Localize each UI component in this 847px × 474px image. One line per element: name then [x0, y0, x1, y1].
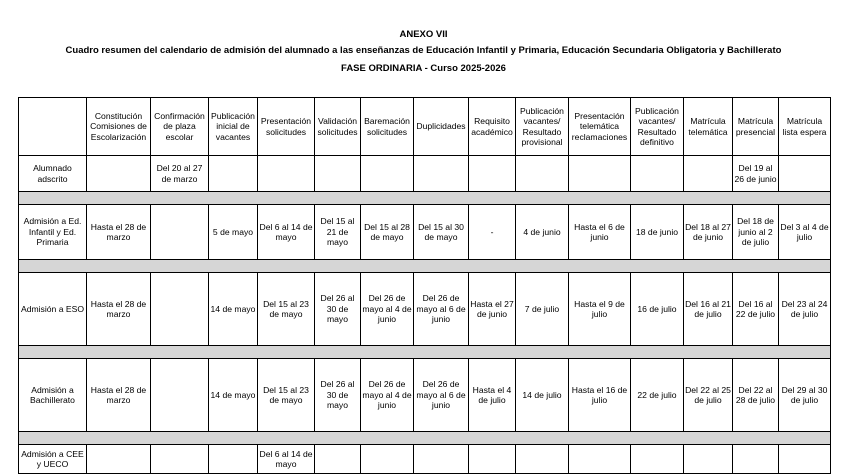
row-header: Admisión a CEE y UECO — [19, 445, 87, 474]
table-cell — [151, 359, 209, 432]
table-cell: Del 26 de mayo al 4 de junio — [361, 359, 414, 432]
table-cell: Del 26 al 30 de mayo — [315, 273, 361, 346]
table-row — [19, 273, 831, 346]
row-header: Alumnado adscrito — [19, 156, 87, 192]
table-cell — [569, 156, 631, 192]
column-header: Validación solicitudes — [315, 98, 361, 156]
table-cell — [469, 445, 516, 474]
table-cell: Del 26 de mayo al 6 de junio — [414, 273, 469, 346]
table-cell: 18 de junio — [631, 205, 684, 260]
table-cell: Del 23 al 24 de julio — [779, 273, 831, 346]
table-cell: Hasta el 4 de julio — [469, 359, 516, 432]
column-header: Publicación inicial de vacantes — [209, 98, 258, 156]
separator-cell — [19, 192, 831, 205]
table-cell — [516, 156, 569, 192]
column-header: Requisito académico — [469, 98, 516, 156]
header-row — [19, 98, 831, 156]
table-cell: Del 22 al 25 de julio — [684, 359, 733, 432]
table-cell: Hasta el 28 de marzo — [87, 359, 151, 432]
separator-row — [19, 346, 831, 359]
table-cell — [151, 205, 209, 260]
table-cell — [361, 445, 414, 474]
table-cell: Hasta el 9 de julio — [569, 273, 631, 346]
table-cell — [151, 445, 209, 474]
table-cell: Del 29 al 30 de julio — [779, 359, 831, 432]
column-header: Matrícula presencial — [733, 98, 779, 156]
table-cell — [684, 156, 733, 192]
row-header: Admisión a Ed. Infantil y Ed. Primaria — [19, 205, 87, 260]
document-subtitle: Cuadro resumen del calendario de admisión del alumnado a las enseñanzas de Educación Infantil y Primaria, Educación Secundaria Obligatoria y Bachillerato — [65, 45, 782, 56]
table-cell: Del 3 al 4 de julio — [779, 205, 831, 260]
table-cell — [469, 156, 516, 192]
table-cell — [779, 445, 831, 474]
table-cell — [631, 445, 684, 474]
table-cell: 5 de mayo — [209, 205, 258, 260]
table-cell: Del 20 al 27 de marzo — [151, 156, 209, 192]
admission-calendar-table — [18, 97, 831, 474]
table-cell — [684, 445, 733, 474]
table-cell — [258, 156, 315, 192]
table-cell: Hasta el 28 de marzo — [87, 205, 151, 260]
separator-cell — [19, 346, 831, 359]
table-cell — [414, 445, 469, 474]
row-header: Admisión a Bachillerato — [19, 359, 87, 432]
table-cell: Del 26 de mayo al 6 de junio — [414, 359, 469, 432]
column-header: Duplicidades — [414, 98, 469, 156]
column-header: Matrícula lista espera — [779, 98, 831, 156]
column-header: Baremación solicitudes — [361, 98, 414, 156]
row-header: Admisión a ESO — [19, 273, 87, 346]
table-cell: Del 6 al 14 de mayo — [258, 205, 315, 260]
table-cell: 14 de julio — [516, 359, 569, 432]
table-cell — [779, 156, 831, 192]
table-cell: Del 18 de junio al 2 de julio — [733, 205, 779, 260]
table-cell: Del 22 al 28 de julio — [733, 359, 779, 432]
table-cell — [87, 445, 151, 474]
table-cell — [209, 156, 258, 192]
corner-cell — [19, 98, 87, 156]
table-cell: Hasta el 28 de marzo — [87, 273, 151, 346]
phase-title: FASE ORDINARIA - Curso 2025-2026 — [341, 63, 506, 74]
table-cell: 22 de julio — [631, 359, 684, 432]
table-cell: Del 16 al 21 de julio — [684, 273, 733, 346]
column-header: Presentación solicitudes — [258, 98, 315, 156]
table-cell: Del 16 al 22 de julio — [733, 273, 779, 346]
table-cell: 4 de junio — [516, 205, 569, 260]
annex-title: ANEXO VII — [399, 29, 448, 40]
table-row — [19, 445, 831, 474]
table-cell: Del 26 de mayo al 4 de junio — [361, 273, 414, 346]
table-cell: 16 de julio — [631, 273, 684, 346]
table-cell: Del 15 al 23 de mayo — [258, 359, 315, 432]
table-cell — [516, 445, 569, 474]
separator-row — [19, 432, 831, 445]
column-header: Confirmación de plaza escolar — [151, 98, 209, 156]
table-cell: - — [469, 205, 516, 260]
separator-row — [19, 260, 831, 273]
table-cell: Del 15 al 23 de mayo — [258, 273, 315, 346]
table-row — [19, 359, 831, 432]
table-cell — [631, 156, 684, 192]
table-cell — [209, 445, 258, 474]
separator-cell — [19, 260, 831, 273]
table-cell — [414, 156, 469, 192]
table-cell: Del 26 al 30 de mayo — [315, 359, 361, 432]
table-cell: Del 19 al 26 de junio — [733, 156, 779, 192]
column-header: Constitución Comisiones de Escolarización — [87, 98, 151, 156]
column-header: Matrícula telemática — [684, 98, 733, 156]
table-cell: 14 de mayo — [209, 359, 258, 432]
table-cell — [569, 445, 631, 474]
table-cell: Hasta el 6 de junio — [569, 205, 631, 260]
column-header: Publicación vacantes/ Resultado definitivo — [631, 98, 684, 156]
separator-row — [19, 192, 831, 205]
table-cell: Del 15 al 28 de mayo — [361, 205, 414, 260]
table-cell — [87, 156, 151, 192]
column-header: Publicación vacantes/ Resultado provisional — [516, 98, 569, 156]
table-cell: 14 de mayo — [209, 273, 258, 346]
table-cell — [315, 156, 361, 192]
table-cell: Hasta el 27 de junio — [469, 273, 516, 346]
separator-cell — [19, 432, 831, 445]
table-cell: Del 6 al 14 de mayo — [258, 445, 315, 474]
table-row — [19, 205, 831, 260]
table-cell — [733, 445, 779, 474]
table-cell: Hasta el 16 de julio — [569, 359, 631, 432]
table-cell — [315, 445, 361, 474]
table-cell: Del 18 al 27 de junio — [684, 205, 733, 260]
table-cell — [361, 156, 414, 192]
table-cell: 7 de julio — [516, 273, 569, 346]
table-cell: Del 15 al 30 de mayo — [414, 205, 469, 260]
table-cell: Del 15 al 21 de mayo — [315, 205, 361, 260]
table-cell — [151, 273, 209, 346]
table-row — [19, 156, 831, 192]
column-header: Presentación telemática reclamaciones — [569, 98, 631, 156]
